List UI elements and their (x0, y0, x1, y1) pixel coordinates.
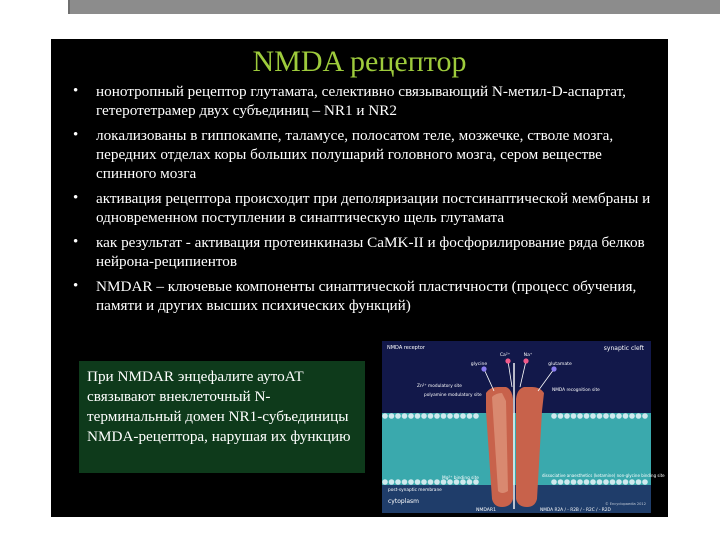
bullet-list (69, 82, 654, 321)
lipid-head (551, 479, 557, 485)
bullet-item (69, 126, 654, 183)
lipid-head (467, 413, 473, 419)
lipid-head (623, 413, 629, 419)
nmdar1-label: NMDAR1 (475, 508, 497, 513)
lipid-head (616, 479, 622, 485)
lipid-head (382, 413, 388, 419)
lipid-head (590, 479, 596, 485)
lipid-head (395, 413, 401, 419)
nmda-site-label: NMDA recognition site (552, 388, 600, 393)
bullet-text: активация рецептора происходит при деполяризации постсинаптической мембраны и одновременном поступлении в синаптическую щель глутамата (96, 190, 651, 226)
lipid-head (597, 479, 603, 485)
lipid-head (603, 479, 609, 485)
lipid-head (577, 479, 583, 485)
bullet-text: NMDAR – ключевые компоненты синаптической пластичности (процесс обучения, памяти и других высших психических функций) (96, 278, 637, 314)
lipid-head (564, 479, 570, 485)
lipid-head (441, 413, 447, 419)
glutamate-label: glutamate (548, 362, 572, 367)
bullet-text: локализованы в гиппокампе, таламусе, полосатом теле, мозжечке, стволе мозга, передних отделах коры больших полушарий головного мозга, сером веществе спинного мозга (96, 127, 614, 182)
lipid-head (454, 413, 460, 419)
lipid-head (584, 479, 590, 485)
glycine-icon (481, 366, 486, 371)
lipid-head (636, 413, 642, 419)
lipid-head (389, 413, 395, 419)
dissociative-label: dissociative anaesthetics (ketamine) non-glycine binding site (542, 473, 665, 478)
lipid-head (642, 479, 648, 485)
bullet-dot: • (73, 190, 79, 206)
zn-site-label: Zn²⁺ modulatory site (417, 384, 462, 389)
lipid-head (577, 413, 583, 419)
lipid-head (415, 479, 421, 485)
bullet-dot: • (73, 278, 79, 294)
lipid-head (636, 479, 642, 485)
calcium-label: Ca²⁺ (499, 353, 511, 358)
bullet-item (69, 189, 654, 227)
lipid-head (571, 413, 577, 419)
lipid-head (629, 479, 635, 485)
receptor-label: NMDA receptor (387, 345, 425, 351)
lipid-head (571, 479, 577, 485)
lipid-head (447, 413, 453, 419)
top-bar-tab (0, 0, 70, 14)
lipid-head (473, 413, 479, 419)
top-bar (0, 0, 720, 14)
lipid-head (610, 479, 616, 485)
lipid-head (610, 413, 616, 419)
lipid-head (428, 413, 434, 419)
lipid-head (415, 413, 421, 419)
sodium-label: Na⁺ (523, 353, 533, 358)
lipid-head (564, 413, 570, 419)
calcium-ion-icon (505, 358, 510, 363)
lipid-head (428, 479, 434, 485)
credit-label: © Encyclopaedia 2012 (604, 502, 646, 506)
lipid-head (584, 413, 590, 419)
bullet-item (69, 277, 654, 315)
postsynaptic-label: post-synaptic membrane (388, 488, 442, 493)
bullet-dot: • (73, 83, 79, 99)
synaptic-cleft-label: synaptic cleft (603, 345, 644, 352)
lipid-head (597, 413, 603, 419)
lipid-head (558, 413, 564, 419)
bullet-item (69, 82, 654, 120)
lipid-head (603, 413, 609, 419)
bullet-item (69, 233, 654, 271)
lipid-head (389, 479, 395, 485)
lipid-head (642, 413, 648, 419)
sodium-ion-icon (523, 358, 528, 363)
polyamine-site-label: polyamine modulatory site (424, 393, 482, 398)
lipid-head (402, 413, 408, 419)
lipid-head (434, 413, 440, 419)
bullet-dot: • (73, 234, 79, 250)
lipid-head (382, 479, 388, 485)
lipid-head (616, 413, 622, 419)
lipid-head (629, 413, 635, 419)
bullet-text: как результат - активация протеинкиназы CaMK-II и фосфорилирование ряда белков нейрона-реципиентов (96, 234, 645, 270)
lipid-head (623, 479, 629, 485)
bullet-dot: • (73, 127, 79, 143)
lipid-head (460, 413, 466, 419)
slide-title: NMDA рецептор (252, 45, 467, 78)
lipid-head (421, 479, 427, 485)
bullet-text: нонотропный рецептор глутамата, селективно связывающий N-метил-D-аспартат, гетеротетрамер двух субъединиц – NR1 и NR2 (96, 83, 626, 119)
lipid-head (408, 479, 414, 485)
lipid-head (434, 479, 440, 485)
lipid-head (590, 413, 596, 419)
slide (51, 39, 668, 517)
lipid-head (558, 479, 564, 485)
lipid-head (402, 479, 408, 485)
autoantibody-note: При NMDAR энцефалите аутоАТ связывают внеклеточный N-терминальный домен NR1-субъединицы NMDA-рецептора, нарушая их функцию (79, 361, 365, 473)
nmda-receptor-diagram (382, 341, 665, 513)
mg-site-label: Mg²⁺ binding site (442, 476, 479, 481)
glutamate-icon (551, 366, 556, 371)
lipid-head (421, 413, 427, 419)
cytoplasm-label: cytoplasm (388, 498, 419, 505)
lipid-head (395, 479, 401, 485)
lipid-head (551, 413, 557, 419)
nmda-subunits-label: NMDA R2A / - R2B / - R2C / - R2D (540, 508, 611, 513)
glycine-label: glycine (470, 362, 488, 367)
lipid-head (408, 413, 414, 419)
